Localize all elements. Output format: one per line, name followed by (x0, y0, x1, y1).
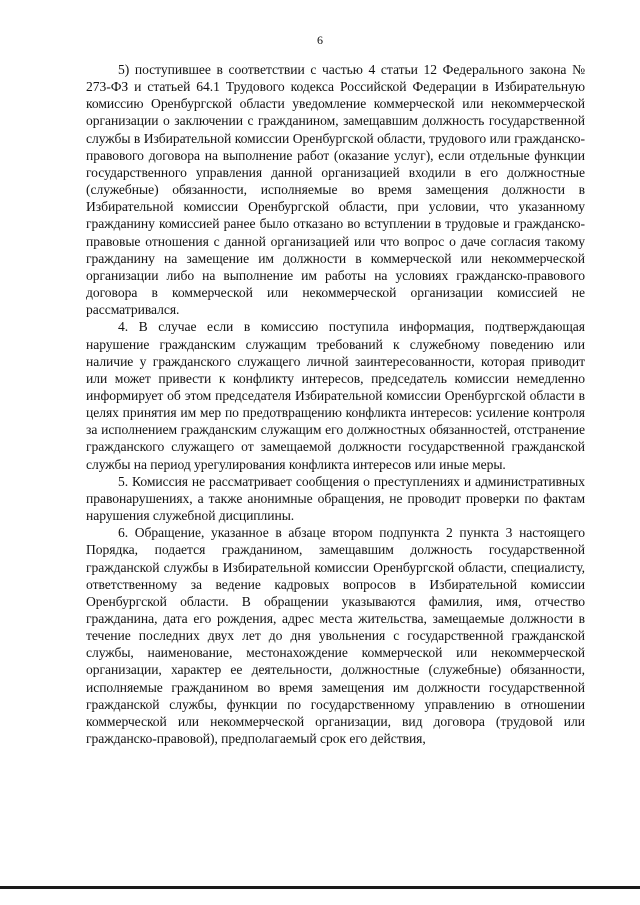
document-body (86, 61, 585, 747)
paragraph-section-4: 4. В случае если в комиссию поступила информация, подтверждающая нарушение гражданским служащим требований к служебному поведению или наличие у гражданского служащего личной заинтересованности, которая приводит или может привести к конфликту интересов, председатель комиссии немедленно информирует об этом председателя Избирательной комиссии Оренбургской области в целях принятия им мер по предотвращению конфликта интересов: усиление контроля за исполнением гражданским служащим его должностных обязанностей, отстранение гражданского служащего от замещаемой должности государственной гражданской службы на период урегулирования конфликта интересов или иные меры. (86, 319, 585, 472)
page-number: 6 (317, 33, 323, 47)
paragraph-item-5: 5) поступившее в соответствии с частью 4 статьи 12 Федерального закона № 273-ФЗ и статьей 64.1 Трудового кодекса Российской Федерации в Избирательную комиссию Оренбургской области уведомление коммерческой или некоммерческой организации о заключении с гражданином, замещавшим должность государственной службы в Избирательной комиссии Оренбургской области, трудового или гражданско-правового договора на выполнение работ (оказание услуг), если отдельные функции государственного управления данной организацией входили в его должностные (служебные) обязанности, исполняемые во время замещения должности в Избирательной комиссии Оренбургской области, при условии, что указанному гражданину комиссией ранее было отказано во вступлении в трудовые и гражданско-правовые отношения с данной организацией или что вопрос о даче согласия такому гражданину на замещение им должности в коммерческой или некоммерческой организации либо на выполнение им работы на условиях гражданско-правового договора в коммерческой или некоммерческой организации комиссией не рассматривался. (86, 62, 585, 318)
bottom-divider (0, 886, 640, 889)
paragraph-section-5: 5. Комиссия не рассматривает сообщения о преступлениях и административных правонарушениях, а также анонимные обращения, не проводит проверки по фактам нарушения служебной дисциплины. (86, 473, 585, 524)
paragraph-section-6: 6. Обращение, указанное в абзаце втором подпункта 2 пункта 3 настоящего Порядка, подается гражданином, замещавшим должность государственной гражданской службы в Избирательной комиссии Оренбургской области, специалисту, ответственному за ведение кадровых вопросов в Избирательной комиссии Оренбургской области. В обращении указываются фамилия, имя, отчество гражданина, дата его рождения, адрес места жительства, замещаемые должности в течение последних двух лет до дня увольнения с государственной гражданской службы, наименование, местонахождение коммерческой или некоммерческой организации, характер ее деятельности, должностные (служебные) обязанности, исполняемые гражданином во время замещения им должности государственной гражданской службы, функции по государственному управлению в отношении коммерческой или некоммерческой организации, вид договора (трудовой или гражданско-правовой), предполагаемый срок его действия, (86, 525, 585, 747)
